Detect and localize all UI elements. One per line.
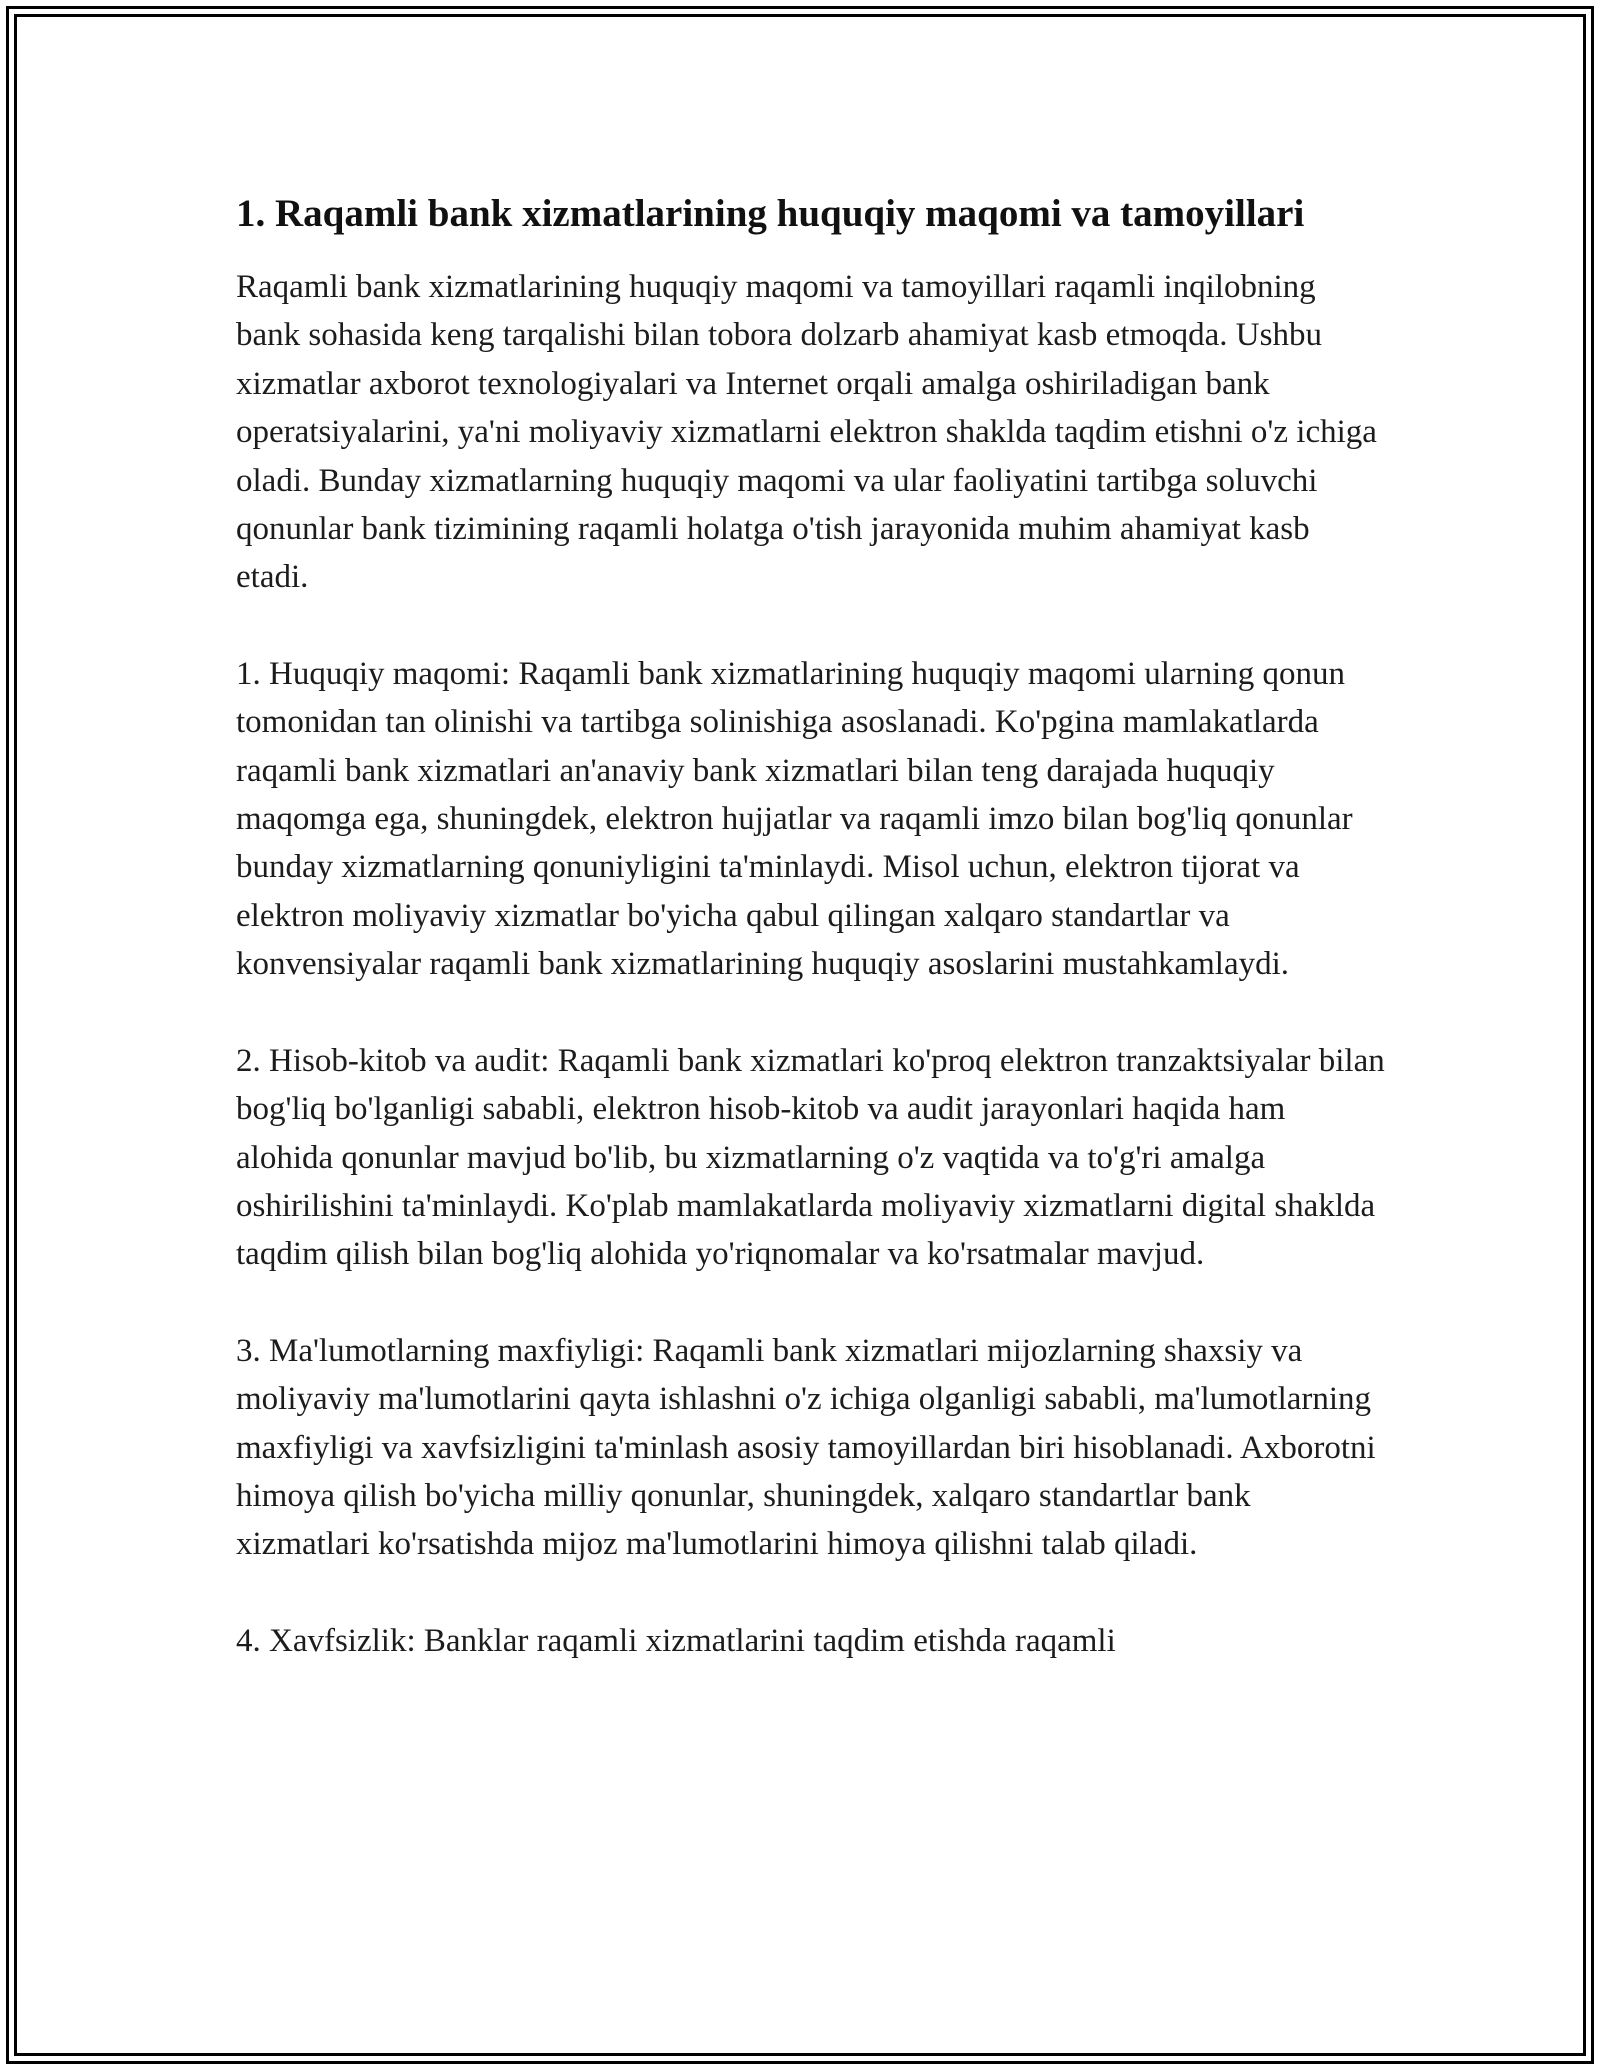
accounting-audit-paragraph: 2. Hisob-kitob va audit: Raqamli bank xizmatlari ko'proq elektron tranzaktsiyalar bilan bog'liq bo'lganligi sababli, elektron hisob-kitob va audit jarayonlari haqida ham alohida qonunlar mavjud bo'lib, bu xizmatlarning o'z vaqtida va to'g'ri amalga oshirilishini ta'minlaydi. Ko'plab mamlakatlarda moliyaviy xizmatlarni digital shaklda taqdim qilish bilan bog'liq alohida yo'riqnomalar va ko'rsatmalar mavjud.	[236, 1042, 1385, 1273]
security-paragraph: 4. Xavfsizlik: Banklar raqamli xizmatlarini taqdim etishda raqamli	[236, 1622, 1116, 1659]
section-heading: 1. Raqamli bank xizmatlarining huquqiy maqomi va tamoyillari	[236, 192, 1305, 235]
legal-status-paragraph: 1. Huquqiy maqomi: Raqamli bank xizmatlarining huquqiy maqomi ularning qonun tomonidan tan olinishi va tartibga solinishiga asoslanadi. Ko'pgina mamlakatlarda raqamli bank xizmatlari an'anaviy bank xizmatlari bilan teng darajada huquqiy maqomga ega, shuningdek, elektron hujjatlar va raqamli imzo bilan bog'liq qonunlar bunday xizmatlarning qonuniyligini ta'minlaydi. Misol uchun, elektron tijorat va elektron moliyaviy xizmatlar bo'yicha qabul qilingan xalqaro standartlar va konvensiyalar raqamli bank xizmatlarining huquqiy asoslarini mustahkamlaydi.	[236, 655, 1353, 983]
document-body	[236, 186, 1386, 1713]
intro-paragraph: Raqamli bank xizmatlarining huquqiy maqomi va tamoyillari raqamli inqilobning bank sohasida keng tarqalishi bilan tobora dolzarb ahamiyat kasb etmoqda. Ushbu xizmatlar axborot texnologiyalari va Internet orqali amalga oshiriladigan bank operatsiyalarini, ya'ni moliyaviy xizmatlarni elektron shaklda taqdim etishni o'z ichiga oladi. Bunday xizmatlarning huquqiy maqomi va ular faoliyatini tartibga soluvchi qonunlar bank tizimining raqamli holatga o'tish jarayonida muhim ahamiyat kasb etadi.	[236, 269, 1377, 596]
data-privacy-paragraph: 3. Ma'lumotlarning maxfiyligi: Raqamli bank xizmatlari mijozlarning shaxsiy va moliyaviy ma'lumotlarini qayta ishlashni o'z ichiga olganligi sababli, ma'lumotlarning maxfiyligi va xavfsizligini ta'minlash asosiy tamoyillardan biri hisoblanadi. Axborotni himoya qilish bo'yicha milliy qonunlar, shuningdek, xalqaro standartlar bank xizmatlari ko'rsatishda mijoz ma'lumotlarini himoya qilishni talab qiladi.	[236, 1332, 1376, 1563]
